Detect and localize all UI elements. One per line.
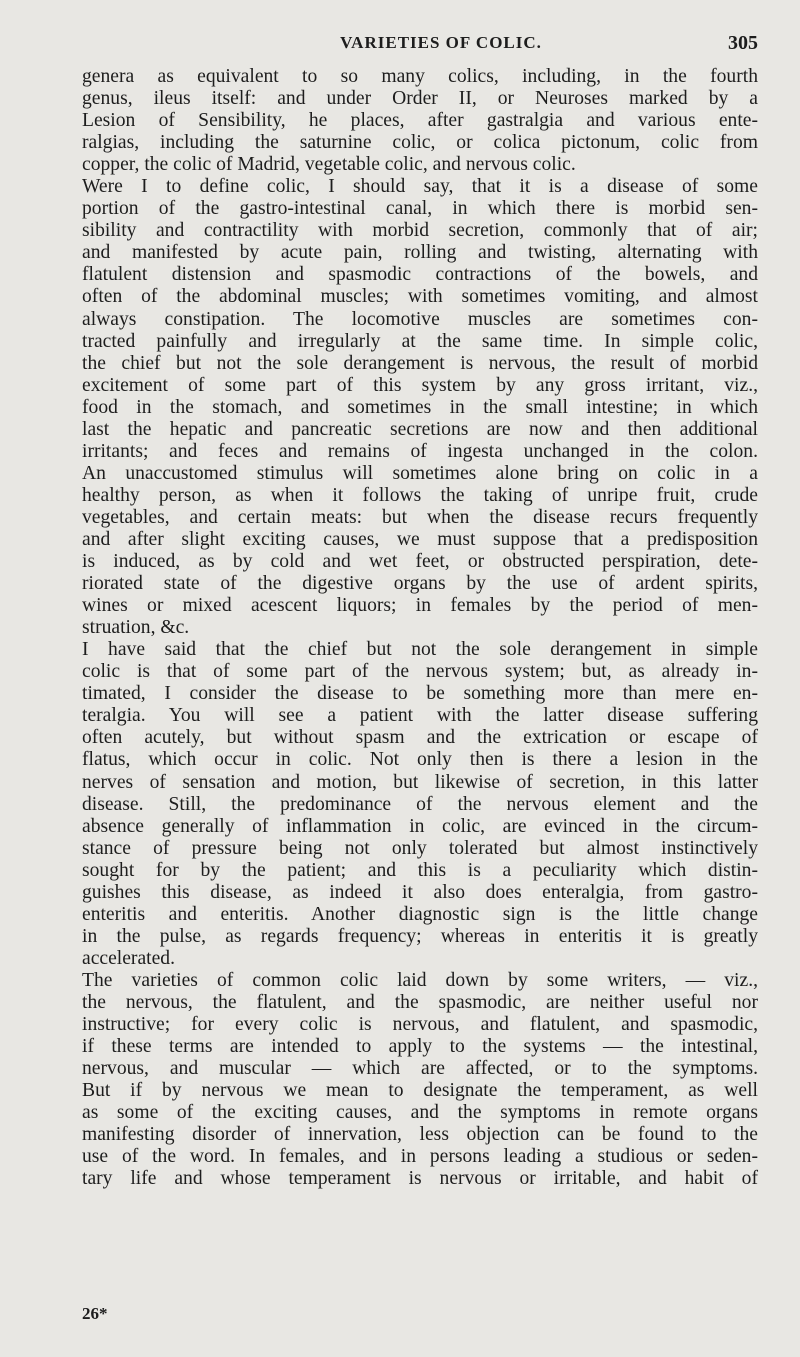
text-line: tary life and whose temperament is nervous or irritable, and habit of xyxy=(82,1168,758,1190)
text-line: sought for by the patient; and this is a peculiarity which distin- xyxy=(82,859,758,881)
text-line: tracted painfully and irregularly at the same time. In simple colic, xyxy=(82,330,758,352)
text-line: nerves of sensation and motion, but likewise of secretion, in this latter xyxy=(82,771,758,793)
text-line: genera as equivalent to so many colics, including, in the fourth xyxy=(82,66,758,87)
text-line: last the hepatic and pancreatic secretions are now and then additional xyxy=(82,418,758,440)
text-line: An unaccustomed stimulus will sometimes alone bring on colic in a xyxy=(82,462,758,484)
text-line: guishes this disease, as indeed it also does enteralgia, from gastro- xyxy=(82,881,758,903)
text-line: riorated state of the digestive organs by the use of ardent spirits, xyxy=(82,573,758,595)
text-line: stance of pressure being not only tolerated but almost instinctively xyxy=(82,837,758,859)
text-line: vegetables, and certain meats: but when the disease recurs frequently xyxy=(82,506,758,528)
text-line: colic is that of some part of the nervous system; but, as already in- xyxy=(82,661,758,683)
text-line: ralgias, including the saturnine colic, or colica pictonum, colic from xyxy=(82,132,758,154)
text-line: flatus, which occur in colic. Not only then is there a lesion in the xyxy=(82,749,758,771)
text-line: The varieties of common colic laid down by some writers, — viz., xyxy=(82,969,758,991)
text-line: But if by nervous we mean to designate the temperament, as well xyxy=(82,1080,758,1102)
text-line: accelerated. xyxy=(82,947,175,969)
text-line: disease. Still, the predominance of the nervous element and the xyxy=(82,793,758,815)
body-text xyxy=(82,66,758,1190)
text-line: sibility and contractility with morbid secretion, commonly that of air; xyxy=(82,220,758,242)
text-line: nervous, and muscular — which are affected, or to the symptoms. xyxy=(82,1058,758,1080)
text-line: the nervous, the flatulent, and the spasmodic, are neither useful nor xyxy=(82,991,758,1013)
text-line: manifesting disorder of innervation, less objection can be found to the xyxy=(82,1124,758,1146)
text-line: often of the abdominal muscles; with sometimes vomiting, and almost xyxy=(82,286,758,308)
text-line: excitement of some part of this system by any gross irritant, viz., xyxy=(82,374,758,396)
page-header xyxy=(82,33,800,55)
text-line: copper, the colic of Madrid, vegetable colic, and nervous colic. xyxy=(82,154,576,176)
text-line: instructive; for every colic is nervous, and flatulent, and spasmodic, xyxy=(82,1014,758,1036)
text-line: struation, &c. xyxy=(82,617,190,639)
text-line: food in the stomach, and sometimes in the small intestine; in which xyxy=(82,396,758,418)
page-number: 305 xyxy=(728,32,758,54)
text-line: flatulent distension and spasmodic contractions of the bowels, and xyxy=(82,264,758,286)
text-line: the chief but not the sole derangement is nervous, the result of morbid xyxy=(82,352,758,374)
text-line: timated, I consider the disease to be something more than mere en- xyxy=(82,683,758,705)
running-title: VARIETIES OF COLIC. xyxy=(340,33,542,52)
text-line: enteritis and enteritis. Another diagnostic sign is the little change xyxy=(82,903,758,925)
text-line: portion of the gastro-intestinal canal, in which there is morbid sen- xyxy=(82,198,758,220)
text-line: if these terms are intended to apply to the systems — the intestinal, xyxy=(82,1036,758,1058)
text-line: Were I to define colic, I should say, that it is a disease of some xyxy=(82,176,758,198)
text-line: is induced, as by cold and wet feet, or obstructed perspiration, dete- xyxy=(82,551,758,573)
text-line: irritants; and feces and remains of ingesta unchanged in the colon. xyxy=(82,440,758,462)
text-line: often acutely, but without spasm and the extrication or escape of xyxy=(82,727,758,749)
text-line: absence generally of inflammation in colic, are evinced in the circum- xyxy=(82,815,758,837)
text-line: in the pulse, as regards frequency; whereas in enteritis it is greatly xyxy=(82,925,758,947)
text-line: teralgia. You will see a patient with the latter disease suffering xyxy=(82,705,758,727)
text-line: always constipation. The locomotive muscles are sometimes con- xyxy=(82,308,758,330)
text-line: and manifested by acute pain, rolling and twisting, alternating with xyxy=(82,242,758,264)
text-line: I have said that the chief but not the sole derangement in simple xyxy=(82,639,758,661)
text-line: Lesion of Sensibility, he places, after gastralgia and various ente- xyxy=(82,110,758,132)
text-line: genus, ileus itself: and under Order II, or Neuroses marked by a xyxy=(82,88,758,110)
text-line: and after slight exciting causes, we must suppose that a predisposition xyxy=(82,528,758,550)
text-line: use of the word. In females, and in persons leading a studious or seden- xyxy=(82,1146,758,1168)
text-line: wines or mixed acescent liquors; in females by the period of men- xyxy=(82,595,758,617)
signature-mark: 26* xyxy=(82,1304,108,1323)
text-line: healthy person, as when it follows the taking of unripe fruit, crude xyxy=(82,484,758,506)
text-line: as some of the exciting causes, and the symptoms in remote organs xyxy=(82,1102,758,1124)
